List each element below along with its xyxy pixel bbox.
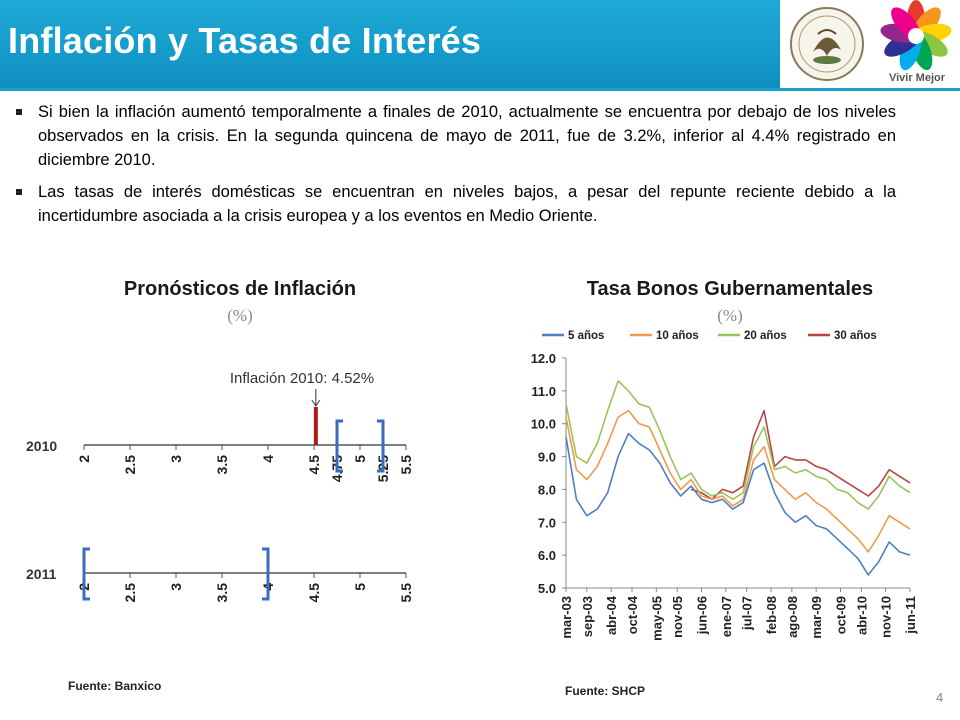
x-tick-label: mar-09 [809, 596, 825, 639]
tick-label: 3 [168, 455, 184, 463]
x-tick-label: may-05 [649, 596, 665, 641]
inflation-chart-title: Pronósticos de Inflación [123, 278, 357, 300]
source-left: Fuente: Banxico [68, 679, 162, 693]
x-tick-label: oct-09 [833, 596, 849, 635]
bullet-text: Las tasas de interés domésticas se encuentran en niveles bajos, a pesar del repunte reciente debido a la incertidumbre asociada a la crisis europea y a los eventos en Medio Oriente. [38, 183, 896, 225]
x-tick-label: jun-11 [903, 596, 918, 634]
tick-label: 2.5 [122, 455, 138, 475]
y-tick-label: 12.0 [530, 351, 556, 366]
legend-label: 30 años [834, 330, 877, 342]
x-tick-label: jun-06 [694, 596, 710, 635]
page-number: 4 [936, 690, 944, 705]
bond-rates-chart [480, 320, 920, 665]
y-tick-label: 9.0 [537, 449, 556, 465]
x-tick-label: mar-03 [559, 596, 574, 639]
series-line-1 [566, 411, 910, 552]
bullet-list [12, 100, 896, 236]
tick-label: 2 [76, 583, 92, 591]
bullet-square-icon [16, 109, 22, 115]
row-label-2010: 2010 [26, 438, 58, 454]
bonds-chart-title: Tasa Bonos Gubernamentales [586, 278, 874, 300]
header [0, 0, 960, 92]
tick-label: 5 [352, 583, 368, 591]
x-tick-label: ene-07 [718, 596, 734, 638]
x-tick-label: abr-10 [854, 596, 870, 636]
x-tick-label: feb-08 [764, 596, 780, 635]
bullet-item [12, 100, 896, 172]
legend-label: 5 años [568, 330, 605, 342]
series-line-3 [691, 411, 910, 500]
tick-label: 3.5 [214, 455, 230, 475]
series-line-0 [566, 434, 910, 575]
x-tick-label: sep-03 [579, 596, 595, 638]
tick-label: 3 [168, 583, 184, 591]
bullet-text: Si bien la inflación aumentó temporalmente a finales de 2010, actualmente se encuentra por debajo de los niveles observados en la crisis. En la segunda quincena de mayo de 2011, fue de 3.2%, inferior al 4.4% registrado en diciembre 2010. [38, 103, 896, 169]
x-tick-label: nov-10 [878, 596, 894, 638]
bonds-chart-subtitle: (%) [717, 306, 743, 325]
tick-label: 4.5 [306, 583, 322, 603]
tick-label: 4 [260, 455, 276, 463]
y-tick-label: 7.0 [537, 515, 556, 531]
x-tick-label: jul-07 [739, 596, 755, 630]
row-label-2011: 2011 [26, 566, 57, 582]
marker-annotation: Inflación 2010: 4.52% [229, 370, 375, 387]
y-tick-label: 10.0 [530, 416, 556, 432]
y-tick-label: 6.0 [537, 548, 556, 564]
tick-label: 5.5 [398, 583, 414, 603]
tick-label: 4.5 [306, 455, 322, 475]
inflation-forecast-chart [0, 340, 470, 660]
tick-label: 2.5 [122, 583, 138, 603]
mexico-seal-icon [788, 4, 866, 84]
inflation-chart-subtitle: (%) [227, 306, 253, 325]
page-title: Inflación y Tasas de Interés [8, 20, 482, 61]
tick-label: 4.75 [329, 455, 345, 483]
source-right: Fuente: SHCP [565, 684, 646, 698]
y-tick-label: 5.0 [537, 581, 556, 596]
tick-label: 2 [76, 455, 92, 463]
logo-label: Vivir Mejor [888, 72, 946, 84]
tick-label: 5.25 [375, 455, 391, 483]
x-tick-label: ago-08 [784, 596, 800, 638]
x-tick-label: abr-04 [604, 596, 620, 636]
bullet-item [12, 180, 896, 228]
legend-label: 20 años [744, 330, 787, 342]
y-tick-label: 8.0 [537, 482, 556, 498]
y-tick-label: 11.0 [531, 383, 556, 399]
tick-label: 4 [260, 583, 276, 591]
tick-label: 3.5 [214, 583, 230, 603]
tick-label: 5 [352, 455, 368, 463]
header-divider [0, 88, 960, 91]
bullet-square-icon [16, 189, 22, 195]
inflation-2010-marker [314, 407, 318, 445]
tick-label: 5.5 [398, 455, 414, 475]
x-tick-label: oct-04 [625, 596, 641, 635]
x-tick-label: nov-05 [670, 596, 686, 638]
legend-label: 10 años [656, 330, 699, 342]
